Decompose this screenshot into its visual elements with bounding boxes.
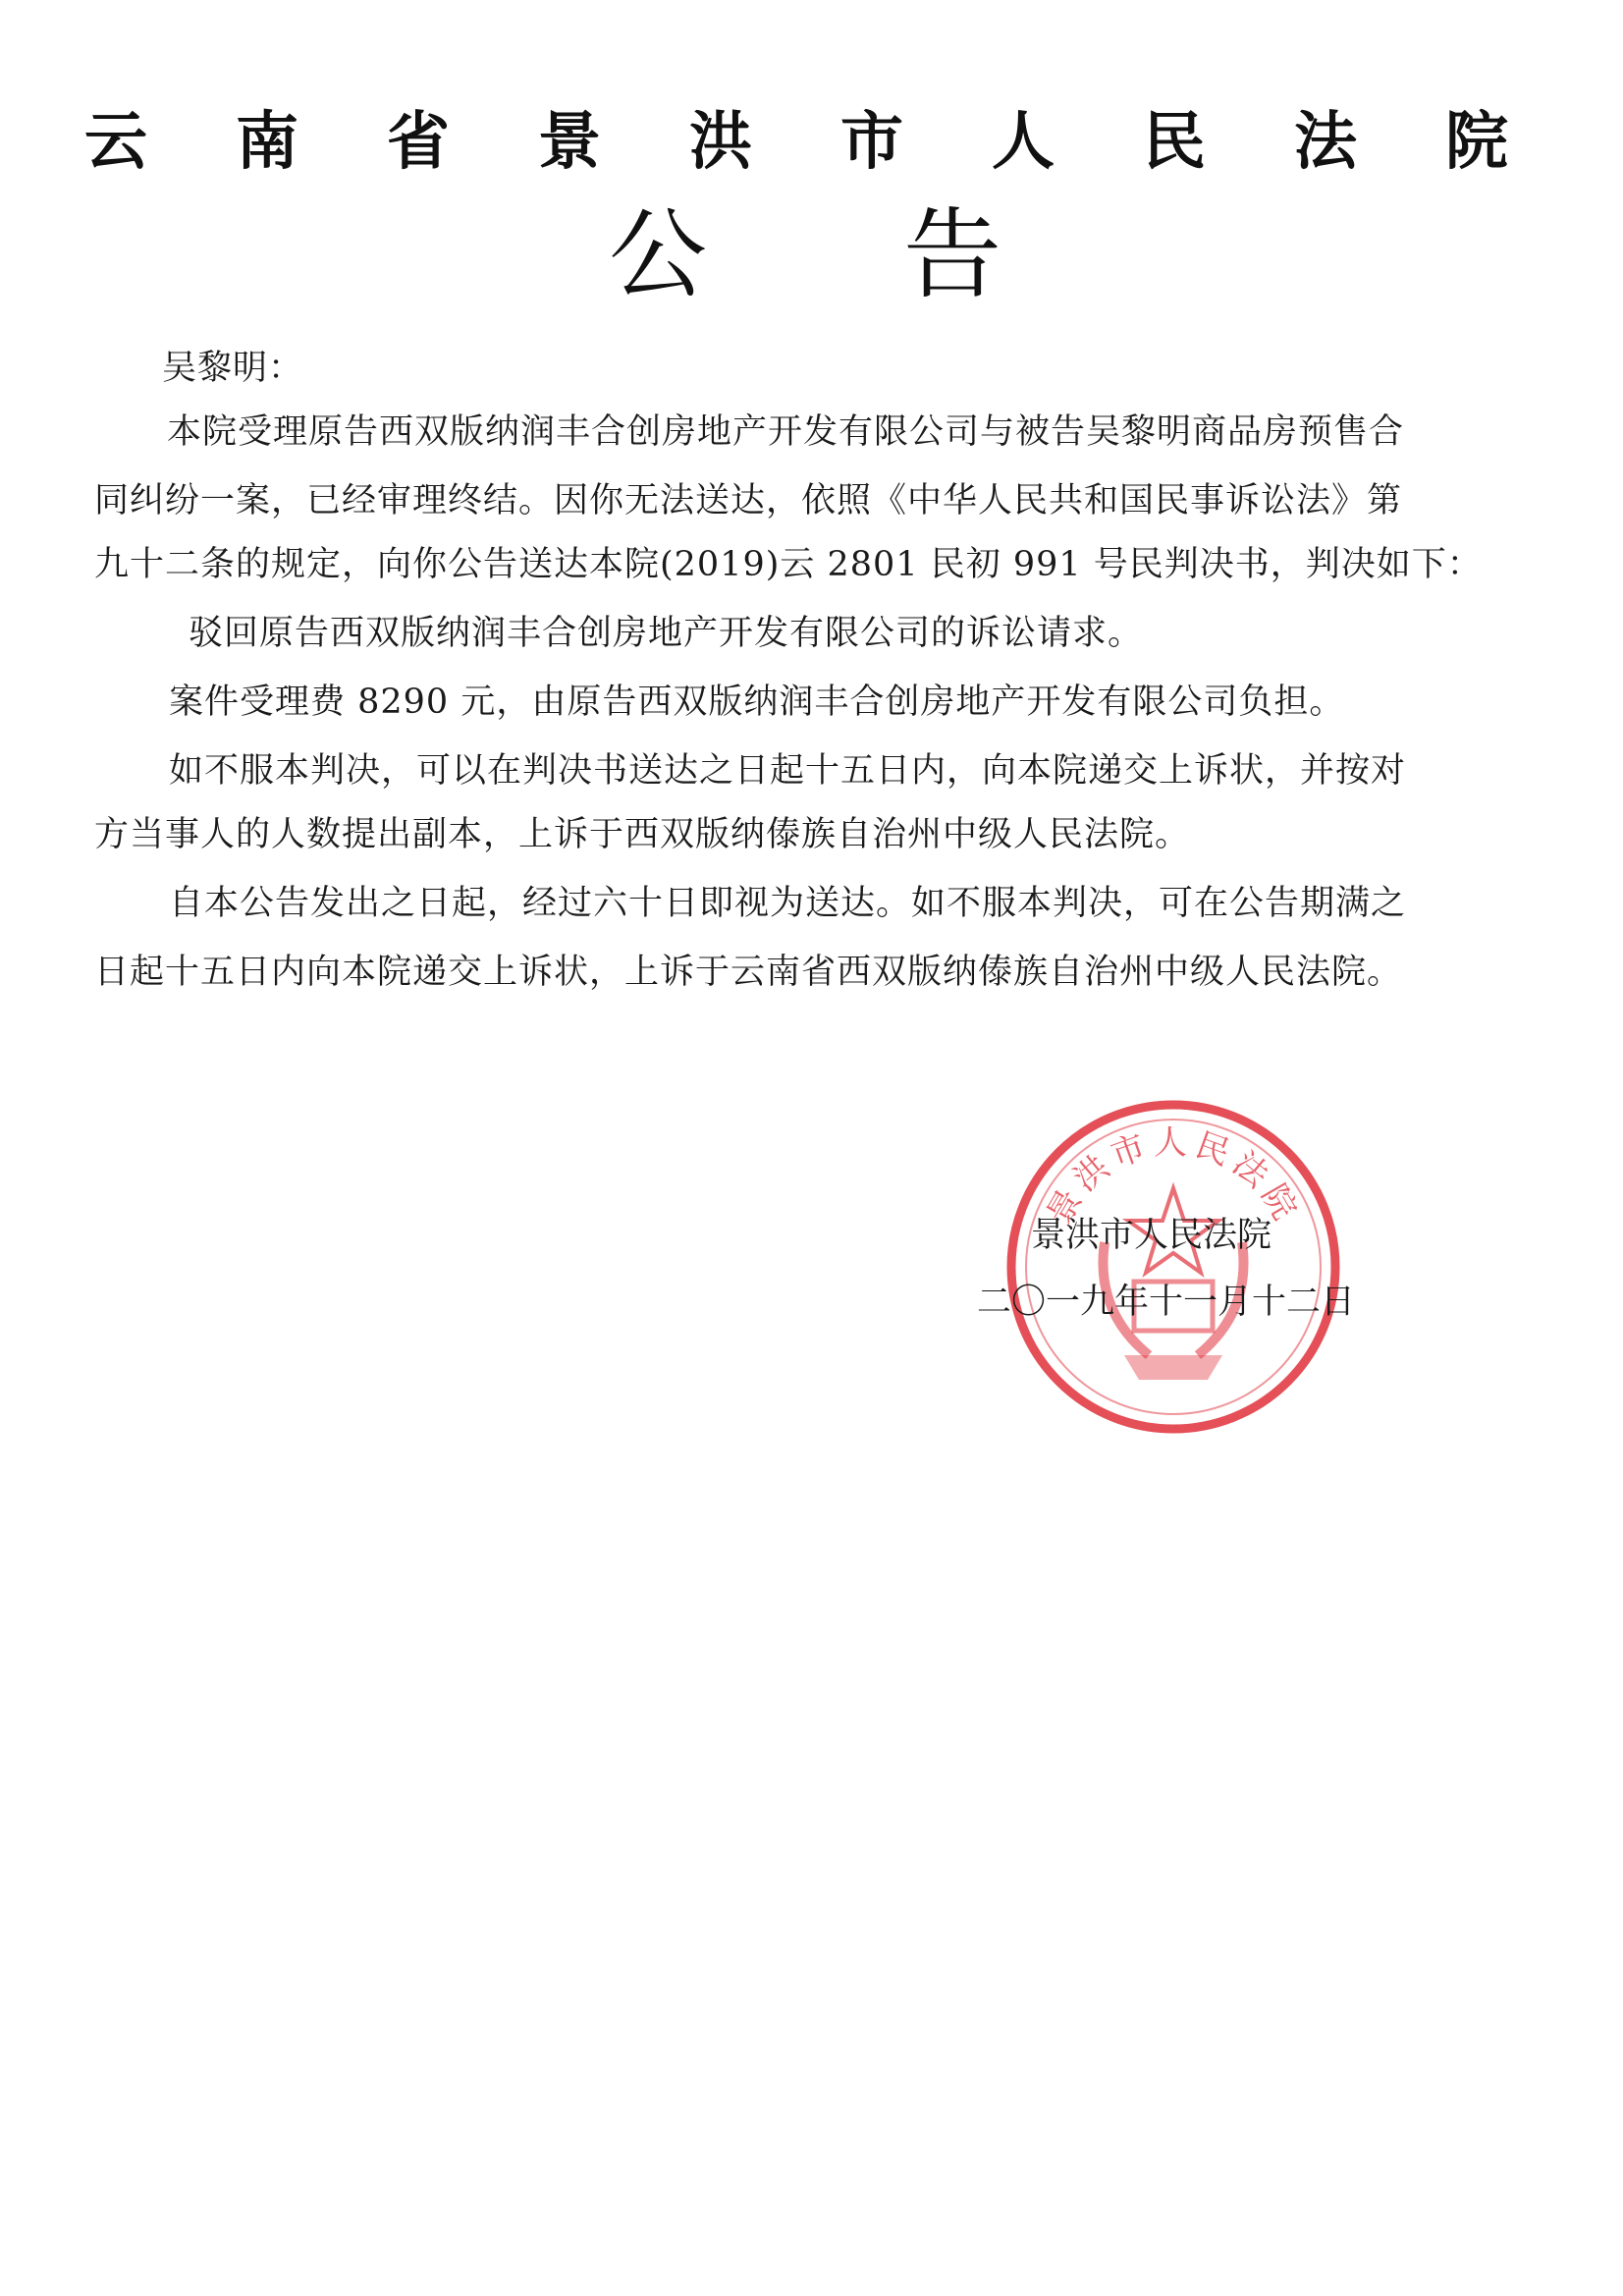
seal-text: 景洪市人民法院 [1039,1122,1308,1232]
signature-date: 二〇一九年十一月十二日 [977,1283,1356,1322]
court-name-char: 民 [1143,106,1206,179]
paragraph-line: 九十二条的规定，向你公告送达本院(2019)云 2801 民初 991 号民判决书，判决如下： [94,545,1483,584]
appeal-notice-line: 方当事人的人数提出副本，上诉于西双版纳傣族自治州中级人民法院。 [94,815,1191,854]
document-title [609,197,1001,312]
court-name-char: 市 [840,106,903,179]
court-name-char: 院 [1445,106,1508,179]
court-name-char: 南 [236,106,298,179]
court-name-char: 云 [84,106,147,179]
appeal-notice-line: 如不服本判决，可以在判决书送达之日起十五日内，向本院递交上诉状，并按对 [169,751,1407,791]
title-char: 告 [903,197,1001,312]
title-char: 公 [609,197,707,312]
court-name-heading [84,98,1508,187]
court-name-char: 洪 [689,106,752,179]
court-seal-icon [1001,1095,1345,1439]
court-name-char: 景 [538,106,601,179]
signature-court: 景洪市人民法院 [1031,1216,1272,1255]
court-name-char: 法 [1294,106,1357,179]
court-name-char: 省 [387,106,450,179]
service-notice-line: 日起十五日内向本院递交上诉状，上诉于云南省西双版纳傣族自治州中级人民法院。 [94,953,1403,992]
paragraph-line: 本院受理原告西双版纳润丰合创房地产开发有限公司与被告吴黎明商品房预售合 [167,412,1405,452]
addressee: 吴黎明： [162,349,304,388]
court-name-char: 人 [992,106,1055,179]
judgment-ruling: 驳回原告西双版纳润丰合创房地产开发有限公司的诉讼请求。 [189,614,1144,653]
paragraph-line: 同纠纷一案，已经审理终结。因你无法送达，依照《中华人民共和国民事诉讼法》第 [94,481,1403,520]
service-notice-line: 自本公告发出之日起，经过六十日即视为送达。如不服本判决，可在公告期满之 [169,884,1407,923]
case-fee-line: 案件受理费 8290 元，由原告西双版纳润丰合创房地产开发有限公司负担。 [169,683,1345,722]
